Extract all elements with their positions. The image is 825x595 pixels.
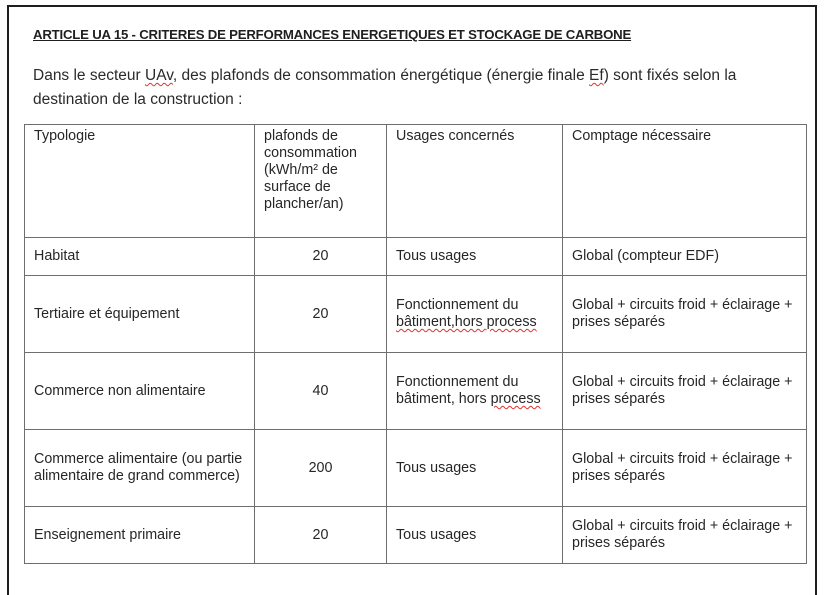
table-row <box>25 430 807 507</box>
cell-comptage: Global + circuits froid + éclairage + prises séparés <box>563 507 807 564</box>
intro-text: , des plafonds de consommation énergétique (énergie finale <box>172 67 590 84</box>
cell-usages: Tous usages <box>387 238 563 276</box>
cell-typologie: Habitat <box>25 238 255 276</box>
header-typologie: Typologie <box>25 125 255 238</box>
cell-plafond: 200 <box>255 430 387 507</box>
usages-text-flagged: process <box>490 391 541 407</box>
intro-paragraph <box>33 64 803 112</box>
cell-usages: Tous usages <box>387 430 563 507</box>
cell-usages <box>387 353 563 430</box>
usages-text: Fonctionnement du bâtiment, hors <box>396 374 519 407</box>
cell-typologie: Commerce alimentaire (ou partie alimentaire de grand commerce) <box>25 430 255 507</box>
header-usages: Usages concernés <box>387 125 563 238</box>
cell-plafond: 20 <box>255 507 387 564</box>
cell-typologie: Enseignement primaire <box>25 507 255 564</box>
table-row <box>25 276 807 353</box>
usages-text: Fonctionnement du <box>396 297 519 313</box>
cell-comptage: Global + circuits froid + éclairage + prises séparés <box>563 353 807 430</box>
table-header-row <box>25 125 807 238</box>
cell-typologie: Tertiaire et équipement <box>25 276 255 353</box>
cell-plafond: 20 <box>255 276 387 353</box>
header-plafonds: plafonds de consommation (kWh/m² de surface de plancher/an) <box>255 125 387 238</box>
cell-plafond: 20 <box>255 238 387 276</box>
cell-plafond: 40 <box>255 353 387 430</box>
article-title: ARTICLE UA 15 - CRITERES DE PERFORMANCES ENERGETIQUES ET STOCKAGE DE CARBONE <box>33 27 632 42</box>
sector-name: UAv <box>145 67 173 84</box>
header-comptage: Comptage nécessaire <box>563 125 807 238</box>
cell-comptage: Global + circuits froid + éclairage + prises séparés <box>563 276 807 353</box>
cell-comptage: Global (compteur EDF) <box>563 238 807 276</box>
cell-usages: Tous usages <box>387 507 563 564</box>
cell-comptage: Global + circuits froid + éclairage + prises séparés <box>563 430 807 507</box>
intro-text: ) sont fixés selon la destination de la construction : <box>33 67 737 108</box>
table-row <box>25 238 807 276</box>
ef-abbrev: Ef <box>589 67 604 84</box>
usages-text-flagged: bâtiment,hors process <box>396 314 537 330</box>
table-row <box>25 353 807 430</box>
table-row <box>25 507 807 564</box>
cell-usages <box>387 276 563 353</box>
cell-typologie: Commerce non alimentaire <box>25 353 255 430</box>
consumption-table <box>24 124 807 564</box>
intro-text: Dans le secteur <box>33 67 145 84</box>
